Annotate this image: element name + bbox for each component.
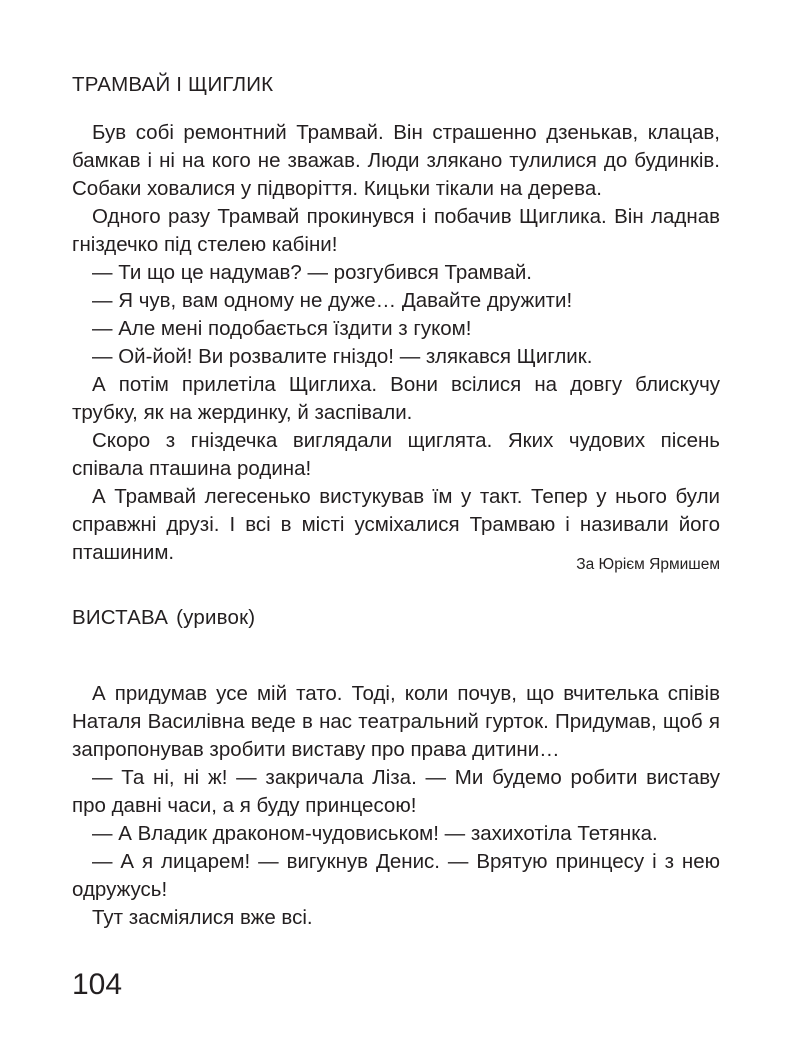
- story1-paragraph: А Трамвай легесенько вистукував їм у такт. Тепер у нього були справжні друзі. І всі в місті усміхалися Трамваю і називали його пташиним.: [72, 485, 720, 564]
- story1-paragraph: Одного разу Трамвай прокинувся і побачив Щиглика. Він ладнав гніздечко під стелею кабіни!: [72, 205, 720, 256]
- story1-dialogue-line: — Я чув, вам одному не дуже… Давайте дружити!: [92, 289, 573, 312]
- story1-author: За Юрієм Ярмишем: [576, 556, 720, 573]
- story1-dialogue-line: — Ой-йой! Ви розвалите гніздо! — злякався Щиглик.: [92, 345, 593, 368]
- story2-paragraph: А придумав усе мій тато. Тоді, коли почув, що вчителька співів Наталя Василівна веде в нас театральний гурток. Придумав, щоб я запропонував зробити виставу про права дитини…: [72, 682, 720, 761]
- story2-dialogue-line: — А я лицарем! — вигукнув Денис. — Врятую принцесу і з нею одружусь!: [72, 850, 720, 901]
- story2-title: [72, 606, 255, 630]
- story1-title: ТРАМВАЙ І ЩИГЛИК: [72, 73, 274, 96]
- story2-paragraph: Тут засміялися вже всі.: [92, 906, 313, 929]
- story1-dialogue-line: — Але мені подобається їздити з гуком!: [92, 317, 472, 340]
- story2-subtitle: (уривок): [176, 606, 256, 629]
- story2-dialogue-line: — А Владик драконом-чудовиськом! — захихотіла Тетянка.: [92, 822, 658, 845]
- page-number: 104: [72, 968, 123, 1001]
- story2-text: [72, 680, 720, 932]
- story1-text: [72, 119, 720, 567]
- story1-paragraph: А потім прилетіла Щиглиха. Вони всілися на довгу блискучу трубку, як на жердинку, й заспівали.: [72, 373, 720, 424]
- story2-dialogue-line: — Та ні, ні ж! — закричала Ліза. — Ми будемо робити виставу про давні часи, а я буду принцесою!: [72, 766, 720, 817]
- story1-dialogue-line: — Ти що це надумав? — розгубився Трамвай.: [92, 261, 532, 284]
- story1-paragraph: Скоро з гніздечка виглядали щиглята. Яких чудових пісень співала пташина родина!: [72, 429, 720, 480]
- story2-title-main: ВИСТАВА: [72, 606, 169, 629]
- story1-paragraph: Був собі ремонтний Трамвай. Він страшенно дзенькав, клацав, бамкав і ні на кого не зважав. Люди злякано тулилися до будинків. Собаки ховалися у підворіття. Кицьки тікали на дерева.: [72, 121, 720, 200]
